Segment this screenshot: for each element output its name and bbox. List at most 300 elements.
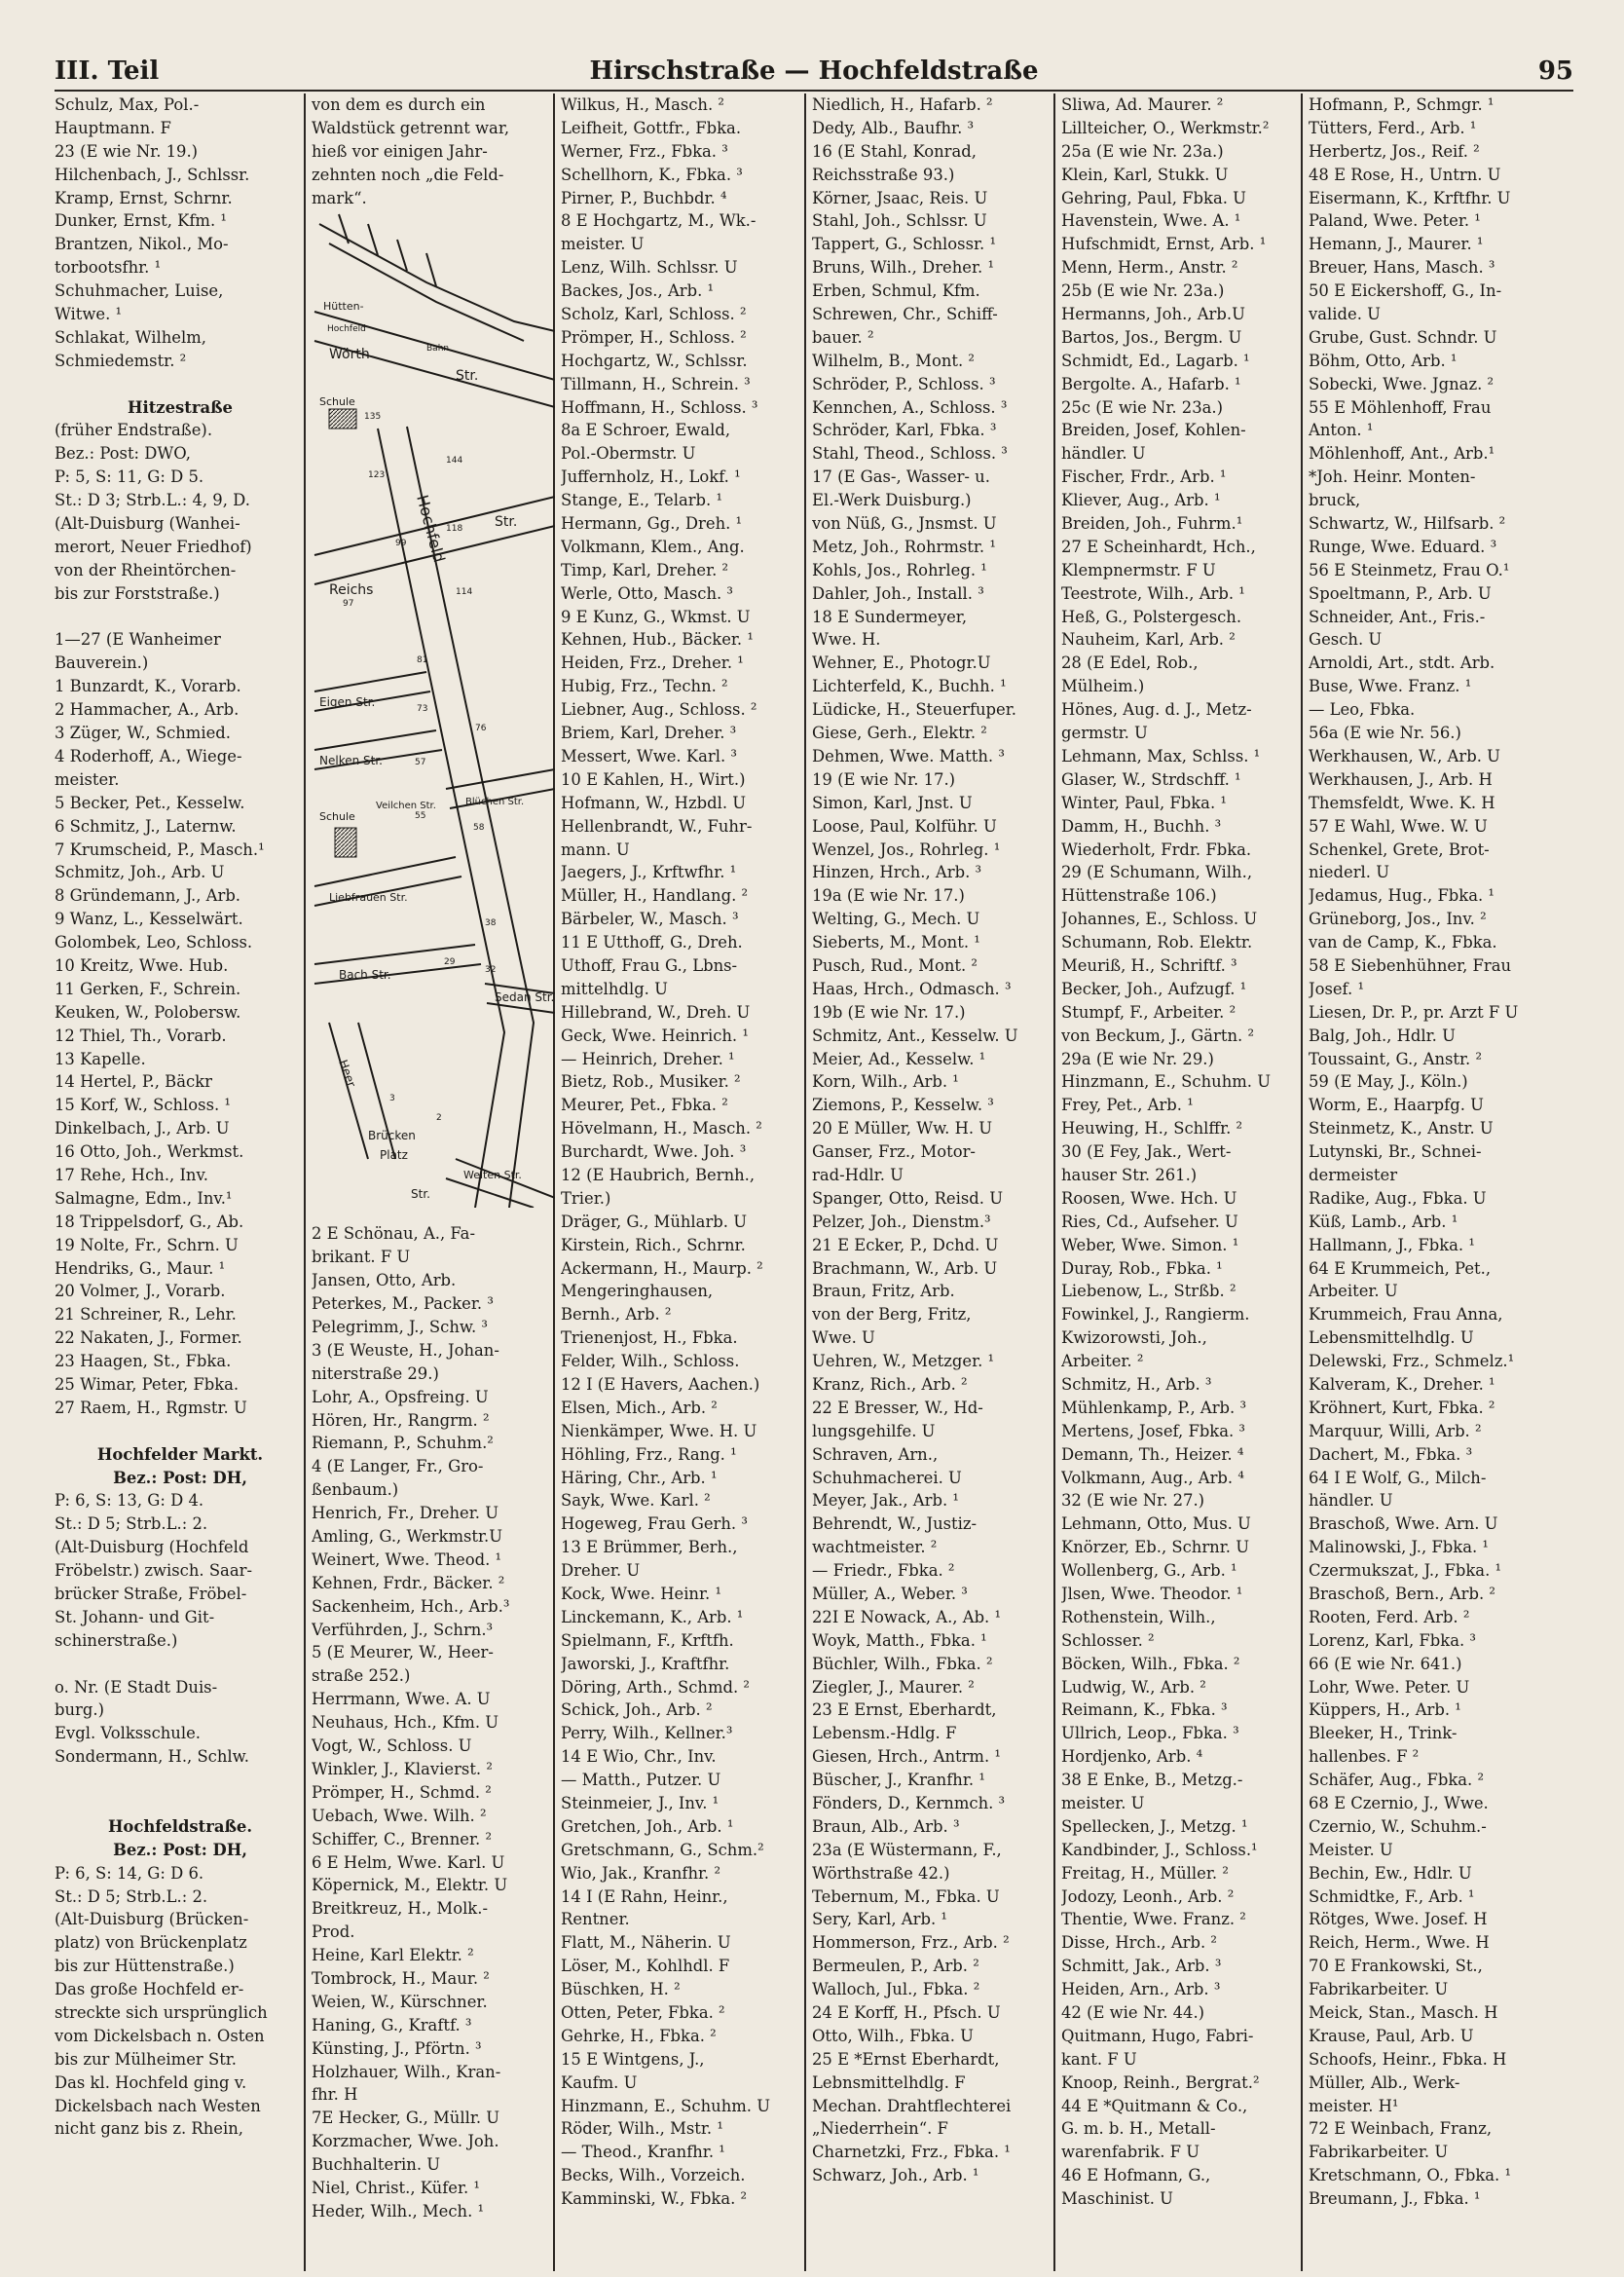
directory-entry: Tütters, Ferd., Arb. ¹ [1309, 118, 1477, 137]
directory-entry: 1 Bunzardt, K., Vorarb. [55, 677, 241, 696]
sedan-street-bottom [487, 1003, 555, 1013]
directory-entry: Maschinist. U [1061, 2189, 1173, 2209]
directory-entry: 23 Haagen, St., Fbka. [55, 1352, 232, 1371]
map-label-n118: 118 [446, 524, 463, 534]
directory-entry: 18 E Sundermeyer, [812, 607, 968, 626]
directory-entry: Lehmann, Max, Schlss. ¹ [1061, 746, 1261, 765]
directory-entry: Delewski, Frz., Schmelz.¹ [1309, 1352, 1515, 1371]
map-label-heer: Heer [336, 1058, 359, 1090]
directory-entry: 42 (E wie Nr. 44.) [1061, 2003, 1205, 2023]
directory-entry: 25c (E wie Nr. 23a.) [1061, 397, 1224, 417]
directory-entry: 9 Wanz, L., Kesselwärt. [55, 910, 243, 929]
directory-entry: 5 (E Meurer, W., Heer- [312, 1643, 494, 1662]
directory-entry: Fönders, D., Kernmch. ³ [812, 1794, 1006, 1813]
directory-entry: Mengeringhausen, [561, 1282, 714, 1301]
directory-entry: Bietz, Rob., Musiker. ² [561, 1072, 741, 1092]
directory-entry: Otto, Wilh., Fbka. U [812, 2026, 974, 2045]
directory-entry: 22I E Nowack, A., Ab. ¹ [812, 1607, 1002, 1626]
directory-entry: händler. U [1061, 444, 1146, 464]
directory-entry: 6 Schmitz, J., Laternw. [55, 816, 237, 836]
directory-entry: Meyer, Jak., Arb. ¹ [812, 1491, 959, 1511]
directory-entry: Kranz, Rich., Arb. ² [812, 1374, 968, 1394]
directory-entry: brücker Straße, Fröbel- [55, 1585, 247, 1603]
directory-entry: Knörzer, Eb., Schrnr. U [1061, 1538, 1250, 1557]
directory-entry: 16 (E Stahl, Konrad, [812, 141, 977, 161]
map-label-n32: 32 [485, 965, 497, 975]
directory-entry: Mülheim.) [1061, 677, 1145, 696]
directory-entry: Müller, Alb., Werk- [1309, 2072, 1460, 2092]
directory-entry: Waldstück getrennt war, [312, 118, 510, 137]
directory-entry: Wehner, E., Photogr.U [812, 653, 991, 673]
directory-entry: 24 E Korff, H., Pfsch. U [812, 2003, 1001, 2023]
directory-entry: Spielmann, F., Krftfh. [561, 1630, 734, 1650]
directory-entry: — Friedr., Fbka. ² [812, 1561, 955, 1581]
directory-entry: 70 E Frankowski, St., [1309, 1957, 1483, 1976]
directory-entry: Wio, Jak., Kranfhr. ² [561, 1863, 721, 1883]
directory-entry: Disse, Hrch., Arb. ² [1061, 1933, 1217, 1953]
directory-entry: Uthoff, Frau G., Lbns- [561, 955, 738, 975]
directory-entry: Kamminski, W., Fbka. ² [561, 2189, 748, 2209]
directory-entry: Dickelsbach nach Westen [55, 2096, 261, 2115]
directory-entry: 10 E Kahlen, H., Wirt.) [561, 769, 746, 789]
directory-entry: Giese, Gerh., Elektr. ² [812, 724, 987, 743]
directory-entry: Woyk, Matth., Fbka. ¹ [812, 1630, 987, 1650]
directory-entry: lungsgehilfe. U [812, 1421, 936, 1440]
directory-entry: Heder, Wilh., Mech. ¹ [312, 2201, 485, 2221]
directory-entry: Meier, Ad., Kesselw. ¹ [812, 1049, 986, 1068]
directory-entry: Büscher, J., Kranfhr. ¹ [812, 1771, 985, 1790]
directory-entry: Spoeltmann, P., Arb. U [1309, 583, 1492, 603]
directory-entry: (Alt-Duisburg (Wanhei- [55, 514, 240, 534]
column-3 [553, 93, 810, 2271]
directory-entry: Schraven, Arn., [812, 1444, 939, 1464]
directory-entry: Pelegrimm, J., Schw. ³ [312, 1318, 488, 1337]
directory-entry: Lebnsmittelhdlg. F [812, 2072, 966, 2092]
directory-entry: Dedy, Alb., Baufhr. ³ [812, 118, 975, 137]
directory-entry: Havenstein, Wwe. A. ¹ [1061, 211, 1241, 231]
directory-entry: Niel, Christ., Küfer. ¹ [312, 2178, 480, 2197]
directory-entry: 2 E Schönau, A., Fa- [312, 1224, 475, 1244]
directory-entry: Braschoß, Bern., Arb. ² [1309, 1585, 1495, 1603]
directory-entry: Breumann, J., Fbka. ¹ [1309, 2189, 1481, 2209]
directory-entry: Arnoldi, Art., stdt. Arb. [1309, 653, 1495, 673]
directory-entry: 23 E Ernst, Eberhardt, [812, 1700, 997, 1720]
directory-entry: händler. U [1309, 1491, 1393, 1511]
directory-entry: Dunker, Ernst, Kfm. ¹ [55, 211, 227, 231]
directory-entry: Tebernum, M., Fbka. U [812, 1886, 1000, 1906]
directory-entry: 56 E Steinmetz, Frau O.¹ [1309, 560, 1510, 579]
map-label-woerth: Wörth [329, 347, 370, 362]
directory-entry: 14 Hertel, P., Bäckr [55, 1072, 212, 1092]
directory-entry: Sieberts, M., Mont. ¹ [812, 933, 980, 952]
directory-entry: mann. U [561, 840, 630, 859]
directory-entry: 15 E Wintgens, J., [561, 2049, 705, 2069]
directory-entry: Duray, Rob., Fbka. ¹ [1061, 1258, 1223, 1278]
directory-entry: Korzmacher, Wwe. Joh. [312, 2132, 499, 2151]
directory-entry: Löser, M., Kohlhdl. F [561, 1957, 730, 1976]
directory-entry: Döring, Arth., Schmd. ² [561, 1677, 750, 1697]
directory-entry: Kehnen, Frdr., Bäcker. ² [312, 1573, 505, 1592]
directory-entry: Themsfeldt, Wwe. K. H [1309, 793, 1495, 812]
directory-entry: Juffernholz, H., Lokf. ¹ [561, 467, 741, 487]
directory-entry: Buchhalterin. U [312, 2155, 441, 2175]
page-header [55, 51, 1573, 90]
directory-entry: bis zur Forststraße.) [55, 583, 220, 603]
directory-entry: Felder, Wilh., Schloss. [561, 1352, 740, 1371]
map-label-n81: 81 [417, 655, 428, 665]
directory-entry: P: 6, S: 14, G: D 6. [55, 1863, 204, 1883]
directory-entry: Jedamus, Hug., Fbka. ¹ [1309, 886, 1495, 906]
directory-entry: meister. [55, 769, 120, 789]
directory-entry: niterstraße 29.) [312, 1363, 439, 1383]
directory-entry: bruck, [1309, 491, 1361, 510]
directory-entry: 19 Nolte, Fr., Schrn. U [55, 1235, 239, 1254]
directory-entry: fhr. H [312, 2085, 358, 2105]
directory-entry: 25a (E wie Nr. 23a.) [1061, 141, 1224, 161]
directory-entry: 23a (E Wüstermann, F., [812, 1840, 1002, 1859]
directory-entry: Sackenheim, Hch., Arb.³ [312, 1596, 510, 1616]
directory-entry: Josef. ¹ [1309, 979, 1365, 998]
directory-entry: ßenbaum.) [312, 1480, 399, 1500]
directory-entry: 46 E Hofmann, G., [1061, 2166, 1211, 2185]
map-label-sedan: Sedan Str. [495, 990, 555, 1004]
map-label-n135: 135 [364, 412, 382, 422]
directory-entry: Hermann, Gg., Dreh. ¹ [561, 514, 743, 534]
directory-entry: 27 E Scheinhardt, Hch., [1061, 537, 1256, 556]
directory-entry: Elsen, Mich., Arb. ² [561, 1398, 718, 1417]
directory-entry: Paland, Wwe. Peter. ¹ [1309, 211, 1481, 231]
directory-entry: Evgl. Volksschule. [55, 1724, 202, 1743]
directory-entry: Golombek, Leo, Schloss. [55, 933, 253, 952]
directory-entry: Roosen, Wwe. Hch. U [1061, 1188, 1237, 1208]
directory-entry: Böhm, Otto, Arb. ¹ [1309, 351, 1458, 370]
directory-entry: Wwe. H. [812, 630, 881, 650]
directory-entry: Burchardt, Wwe. Joh. ³ [561, 1142, 747, 1162]
map-label-n38: 38 [485, 918, 497, 928]
directory-entry: — Theod., Kranfhr. ¹ [561, 2143, 725, 2162]
map-label-reichs: Reichs [329, 582, 374, 598]
directory-entry: Neuhaus, Hch., Kfm. U [312, 1713, 499, 1733]
map-label-liebfrauen: Liebfrauen Str. [329, 891, 408, 904]
directory-entry: Sliwa, Ad. Maurer. ² [1061, 95, 1224, 114]
directory-entry: Eisermann, K., Krftfhr. U [1309, 188, 1511, 207]
directory-entry: Gehrke, H., Fbka. ² [561, 2026, 717, 2045]
directory-entry: Schrewen, Chr., Schiff- [812, 305, 998, 324]
directory-entry: Liesen, Dr. P., pr. Arzt F U [1309, 1002, 1519, 1022]
directory-entry: Quitmann, Hugo, Fabri- [1061, 2026, 1254, 2045]
directory-entry: 59 (E May, J., Köln.) [1309, 1072, 1468, 1092]
directory-entry: Runge, Wwe. Eduard. ³ [1309, 537, 1497, 556]
directory-entry: Lebensm.-Hdlg. F [812, 1724, 957, 1743]
directory-entry: Pusch, Rud., Mont. ² [812, 955, 978, 975]
directory-entry: 6 E Helm, Wwe. Karl. U [312, 1852, 505, 1872]
directory-entry: Bez.: Post: DWO, [55, 444, 191, 464]
directory-entry: 22 E Bresser, W., Hd- [812, 1398, 983, 1417]
directory-entry: 28 (E Edel, Rob., [1061, 653, 1199, 673]
directory-entry: Steinmeier, J., Inv. ¹ [561, 1794, 720, 1813]
directory-entry: meister. U [561, 235, 645, 254]
directory-entry: hieß vor einigen Jahr- [312, 141, 488, 161]
map-label-bruecken: Brücken [368, 1129, 416, 1142]
directory-entry: Mertens, Josef, Fbka. ³ [1061, 1421, 1246, 1440]
directory-entry: niederl. U [1309, 863, 1390, 882]
directory-entry: Toussaint, G., Anstr. ² [1309, 1049, 1483, 1068]
directory-entry: 4 Roderhoff, A., Wiege- [55, 746, 242, 765]
directory-entry: Haas, Hrch., Odmasch. ³ [812, 979, 1012, 998]
directory-entry: Hermanns, Joh., Arb.U [1061, 305, 1245, 324]
directory-entry: platz) von Brückenplatz [55, 1933, 247, 1953]
directory-entry: bis zur Mülheimer Str. [55, 2049, 238, 2069]
directory-entry: Glaser, W., Strdschff. ¹ [1061, 769, 1241, 789]
directory-entry: Schumann, Rob. Elektr. [1061, 933, 1253, 952]
directory-entry: 57 E Wahl, Wwe. W. U [1309, 816, 1488, 836]
directory-entry: Demann, Th., Heizer. ⁴ [1061, 1444, 1244, 1464]
map-label-n114: 114 [456, 587, 473, 597]
section-heading: Hochfeldstraße. [107, 1816, 253, 1836]
directory-entry: Sobecki, Wwe. Jgnaz. ² [1309, 374, 1495, 393]
map-label-bluechen: Blüchen Str. [465, 797, 525, 807]
directory-entry: 29 (E Schumann, Wilh., [1061, 863, 1253, 882]
directory-entry: Volkmann, Klem., Ang. [561, 537, 745, 556]
directory-entry: Buse, Wwe. Franz. ¹ [1309, 677, 1472, 696]
column-6 [1301, 93, 1569, 2271]
directory-entry: Uehren, W., Metzger. ¹ [812, 1352, 995, 1371]
directory-entry: Breiden, Josef, Kohlen- [1061, 421, 1246, 440]
map-label-schule2: Schule [319, 810, 355, 823]
directory-entry: Häring, Chr., Arb. ¹ [561, 1468, 718, 1487]
directory-entry: Heiden, Frz., Dreher. ¹ [561, 653, 744, 673]
directory-entry: Hemann, J., Maurer. ¹ [1309, 235, 1484, 254]
directory-entry: Pirner, P., Buchbdr. ⁴ [561, 188, 727, 207]
directory-entry: Hommerson, Frz., Arb. ² [812, 1933, 1010, 1953]
directory-entry: Metz, Joh., Rohrmstr. ¹ [812, 537, 996, 556]
directory-entry: Kröhnert, Kurt, Fbka. ² [1309, 1398, 1495, 1417]
directory-entry: Erben, Schmul, Kfm. [812, 281, 980, 301]
directory-entry: Schuhmacherei. U [812, 1468, 962, 1487]
directory-entry: Nienkämper, Wwe. H. U [561, 1421, 757, 1440]
directory-entry: Meick, Stan., Masch. H [1309, 2003, 1498, 2023]
directory-entry: Schmitz, Joh., Arb. U [55, 863, 225, 882]
bluechen-street-top [446, 769, 555, 789]
directory-entry: Schenkel, Grete, Brot- [1309, 840, 1490, 859]
directory-entry: 1—27 (E Wanheimer [55, 630, 221, 650]
directory-entry: 30 (E Fey, Jak., Wert- [1061, 1142, 1232, 1162]
directory-entry: Menn, Herm., Anstr. ² [1061, 258, 1238, 278]
directory-entry: Schulz, Max, Pol.- [55, 95, 200, 114]
directory-entry: Giesen, Hrch., Antrm. ¹ [812, 1747, 1001, 1767]
directory-entry: 18 Trippelsdorf, G., Ab. [55, 1212, 244, 1231]
directory-entry: germstr. U [1061, 724, 1148, 743]
directory-entry: Reichsstraße 93.) [812, 165, 955, 184]
directory-entry: 17 Rehe, Hch., Inv. [55, 1165, 208, 1184]
directory-entry: Weber, Wwe. Simon. ¹ [1061, 1235, 1239, 1254]
directory-entry: 12 Thiel, Th., Vorarb. [55, 1026, 227, 1045]
directory-entry: Prömper, H., Schloss. ² [561, 327, 747, 347]
directory-entry: Das kl. Hochfeld ging v. [55, 2072, 247, 2092]
directory-entry: (Alt-Duisburg (Brücken- [55, 1910, 249, 1929]
directory-entry: *Joh. Heinr. Monten- [1309, 467, 1476, 487]
directory-entry: Werner, Frz., Fbka. ³ [561, 141, 728, 161]
directory-entry: 3 Züger, W., Schmied. [55, 724, 231, 743]
directory-entry: 20 E Müller, Ww. H. U [812, 1119, 993, 1138]
directory-entry: Rötges, Wwe. Josef. H [1309, 1910, 1488, 1929]
weiten-street-bottom [446, 1178, 534, 1208]
map-label-n97: 97 [343, 599, 354, 609]
directory-entry: Leifheit, Gottfr., Fbka. [561, 118, 742, 137]
directory-entry: von dem es durch ein [312, 95, 486, 114]
directory-entry: Ganser, Frz., Motor- [812, 1142, 976, 1162]
directory-entry: Walloch, Jul., Fbka. ² [812, 1980, 980, 1999]
map-label-hochfeld: Hochfeld [327, 324, 366, 334]
directory-entry: 10 Kreitz, Wwe. Hub. [55, 955, 229, 975]
directory-entry: Lorenz, Karl, Fbka. ³ [1309, 1630, 1476, 1650]
school-building-1 [329, 409, 356, 429]
directory-entry: Wörthstraße 42.) [812, 1863, 950, 1883]
directory-entry: Lohr, A., Opsfreing. U [312, 1387, 489, 1406]
directory-entry: straße 252.) [312, 1666, 411, 1686]
directory-entry: Jansen, Otto, Arb. [312, 1271, 457, 1290]
directory-entry: Radike, Aug., Fbka. U [1309, 1188, 1487, 1208]
directory-entry: St.: D 3; Strb.L.: 4, 9, D. [55, 491, 250, 510]
directory-entry: Hinzen, Hrch., Arb. ³ [812, 863, 982, 882]
directory-entry: — Heinrich, Dreher. ¹ [561, 1049, 735, 1068]
directory-entry: Lillteicher, O., Werkmstr.² [1061, 118, 1270, 137]
section-heading: Bez.: Post: DH, [113, 1468, 247, 1487]
directory-entry: Kock, Wwe. Heinr. ¹ [561, 1585, 722, 1603]
directory-entry: Freitag, H., Müller. ² [1061, 1863, 1229, 1883]
directory-entry: Werkhausen, J., Arb. H [1309, 769, 1493, 789]
spacer [55, 1420, 306, 1443]
directory-entry: Johannes, E., Schloss. U [1061, 910, 1258, 929]
directory-entry: Reimann, K., Fbka. ³ [1061, 1700, 1228, 1720]
directory-entry: 17 (E Gas-, Wasser- u. [812, 467, 990, 487]
railway-line [319, 224, 555, 331]
directory-entry: Hillebrand, W., Dreh. U [561, 1002, 751, 1022]
map-label-str1: Str. [456, 368, 479, 384]
directory-entry: Schmidt, Ed., Lagarb. ¹ [1061, 351, 1250, 370]
map-label-hochfeld-str: Hochfeld [413, 493, 449, 565]
directory-entry: valide. U [1309, 305, 1381, 324]
directory-entry: 11 E Utthoff, G., Dreh. [561, 933, 743, 952]
directory-entry: 13 E Brümmer, Berh., [561, 1538, 738, 1557]
directory-entry: Arbeiter. ² [1061, 1352, 1144, 1371]
directory-entry: 44 E *Quitmann & Co., [1061, 2096, 1248, 2115]
directory-entry: P: 5, S: 11, G: D 5. [55, 467, 204, 487]
directory-entry: Mühlenkamp, P., Arb. ³ [1061, 1398, 1247, 1417]
column-5 [1053, 93, 1307, 2271]
directory-entry: Bärbeler, W., Masch. ³ [561, 910, 739, 929]
directory-entry: Bauverein.) [55, 653, 149, 673]
column-1 [55, 93, 306, 2271]
directory-entry: Stumpf, F., Arbeiter. ² [1061, 1002, 1236, 1022]
column-2-bottom-text [312, 1222, 561, 2222]
directory-entry: Hellenbrandt, W., Fuhr- [561, 816, 753, 836]
directory-entry: burg.) [55, 1700, 104, 1720]
directory-entry: Holzhauer, Wilh., Kran- [312, 2062, 501, 2081]
directory-entry: 22 Nakaten, J., Former. [55, 1328, 242, 1348]
directory-entry: 25 E *Ernst Eberhardt, [812, 2049, 1000, 2069]
directory-entry: Spellecken, J., Metzg. ¹ [1061, 1816, 1248, 1836]
directory-entry: Marquur, Willi, Arb. ² [1309, 1421, 1482, 1440]
directory-entry: Schoofs, Heinr., Fbka. H [1309, 2049, 1507, 2069]
directory-entry: 50 E Eickershoff, G., In- [1309, 281, 1502, 301]
directory-entry: Haning, G., Kraftf. ³ [312, 2015, 472, 2034]
directory-entry: Peterkes, M., Packer. ³ [312, 1294, 494, 1314]
directory-entry: Meurer, Pet., Fbka. ² [561, 1096, 728, 1115]
directory-entry: Thentie, Wwe. Franz. ² [1061, 1910, 1246, 1929]
directory-entry: 56a (E wie Nr. 56.) [1309, 724, 1461, 743]
map-label-bahn: Bahn [426, 344, 450, 354]
directory-entry: Grüneborg, Jos., Inv. ² [1309, 910, 1487, 929]
directory-entry: — Matth., Putzer. U [561, 1771, 721, 1790]
directory-entry: von Nüß, G., Jnsmst. U [812, 514, 997, 534]
directory-entry: Ackermann, H., Maurp. ² [561, 1258, 763, 1278]
directory-entry: Küppers, H., Arb. ¹ [1309, 1700, 1461, 1720]
directory-entry: hallenbes. F ² [1309, 1747, 1420, 1767]
directory-entry: Klein, Karl, Stukk. U [1061, 165, 1229, 184]
directory-entry: Henrich, Fr., Dreher. U [312, 1504, 499, 1523]
directory-entry: Wilhelm, B., Mont. ² [812, 351, 975, 370]
directory-entry: Meuriß, H., Schriftf. ³ [1061, 955, 1237, 975]
directory-entry: Amling, G., Werkmstr.U [312, 1527, 503, 1547]
directory-entry: 8a E Schroer, Ewald, [561, 421, 731, 440]
directory-entry: Vogt, W., Schloss. U [312, 1736, 472, 1756]
directory-entry: Gretchen, Joh., Arb. ¹ [561, 1816, 734, 1836]
directory-entry: 64 E Krummeich, Pet., [1309, 1258, 1492, 1278]
directory-entry: Kretschmann, O., Fbka. ¹ [1309, 2166, 1512, 2185]
directory-entry: Hilchenbach, J., Schlssr. [55, 165, 250, 184]
directory-entry: 25 Wimar, Peter, Fbka. [55, 1374, 240, 1394]
directory-entry: Scholz, Karl, Schloss. ² [561, 305, 747, 324]
directory-entry: Breuer, Hans, Masch. ³ [1309, 258, 1495, 278]
section-label: III. Teil [55, 56, 160, 86]
directory-entry: 29a (E wie Nr. 29.) [1061, 1049, 1214, 1068]
directory-entry: P: 6, S: 13, G: D 4. [55, 1491, 204, 1511]
directory-entry: 48 E Rose, H., Untrn. U [1309, 165, 1501, 184]
directory-entry: Hövelmann, H., Masch. ² [561, 1119, 762, 1138]
directory-entry: Braschoß, Wwe. Arn. U [1309, 1514, 1498, 1534]
directory-entry: Stange, E., Telarb. ¹ [561, 491, 723, 510]
directory-entry: Schwartz, W., Hilfsarb. ² [1309, 514, 1506, 534]
directory-entry: Kaufm. U [561, 2072, 638, 2092]
directory-entry: Schwarz, Joh., Arb. ¹ [812, 2166, 979, 2185]
directory-entry: Körner, Jsaac, Reis. U [812, 188, 988, 207]
spacer [55, 1653, 306, 1676]
directory-entry: Möhlenhoff, Ant., Arb.¹ [1309, 444, 1495, 464]
directory-entry: Wenzel, Jos., Rohrleg. ¹ [812, 840, 1001, 859]
directory-entry: 13 Kapelle. [55, 1049, 146, 1068]
directory-entry: 21 Schreiner, R., Lehr. [55, 1305, 237, 1325]
section-heading: Hochfelder Markt. [96, 1444, 264, 1464]
directory-entry: Kehnen, Hub., Bäcker. ¹ [561, 630, 754, 650]
directory-entry: Hören, Hr., Rangrm. ² [312, 1410, 490, 1430]
directory-entry: Hogeweg, Frau Gerh. ³ [561, 1514, 748, 1534]
directory-entry: 19 (E wie Nr. 17.) [812, 769, 956, 789]
directory-entry: Breiden, Joh., Fuhrm.¹ [1061, 514, 1243, 534]
map-label-n29: 29 [444, 957, 456, 967]
directory-entry: kant. F U [1061, 2049, 1137, 2069]
directory-entry: 19b (E wie Nr. 17.) [812, 1002, 966, 1022]
directory-entry: Schneider, Ant., Fris.- [1309, 607, 1486, 626]
map-label-eigen: Eigen Str. [319, 695, 376, 709]
directory-entry: Schellhorn, K., Fbka. ³ [561, 165, 743, 184]
running-title: Hirschstraße — Hochfeldstraße [589, 56, 1039, 86]
directory-entry: Wwe. U [812, 1328, 875, 1348]
directory-entry: Brachmann, W., Arb. U [812, 1258, 998, 1278]
directory-entry: Hordjenko, Arb. ⁴ [1061, 1747, 1203, 1767]
directory-entry: Dachert, M., Fbka. ³ [1309, 1444, 1473, 1464]
directory-entry: 11 Gerken, F., Schrein. [55, 979, 241, 998]
